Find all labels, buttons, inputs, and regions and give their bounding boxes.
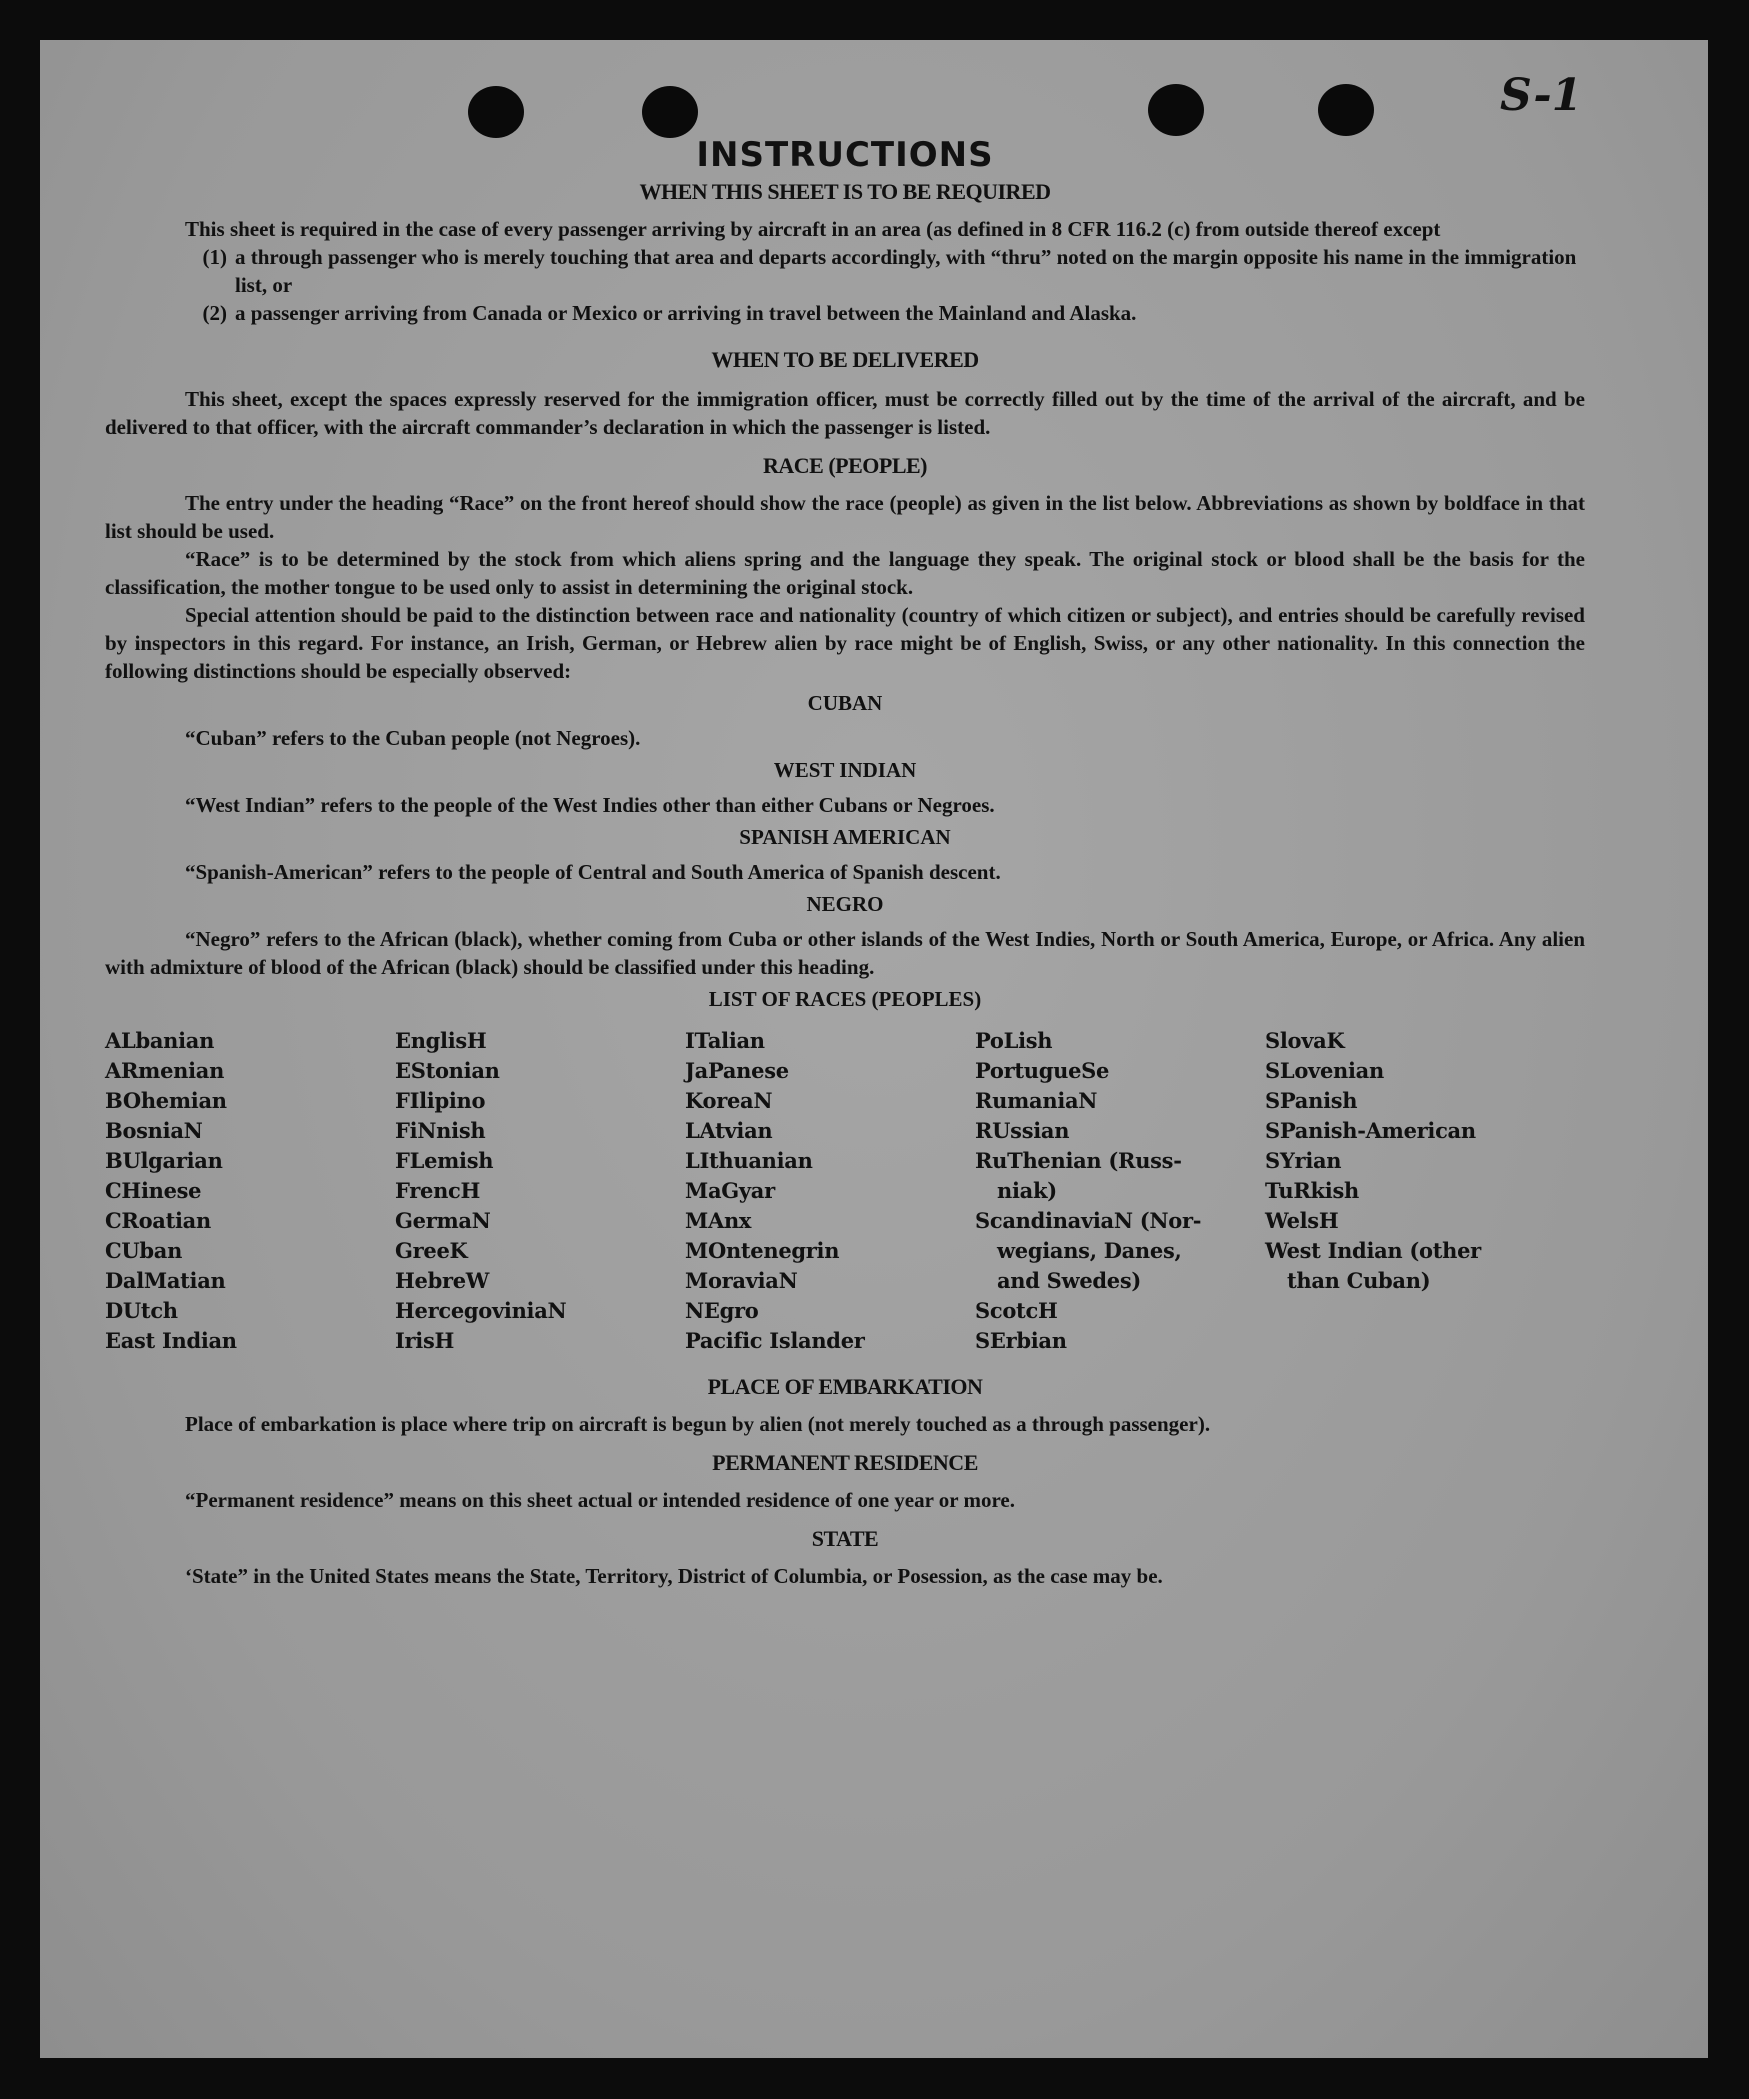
page-title: INSTRUCTIONS bbox=[696, 135, 994, 175]
race-entry: LAtvian bbox=[685, 1118, 773, 1143]
when-delivered-paragraph: This sheet, except the spaces expressly reserved for the immigration officer, must be correctly filled out by the time of the arrival of the aircraft, and be delivered to that officer, with the aircraft commander’s declaration in which the passenger is listed. bbox=[105, 387, 1585, 439]
race-entry: BOhemian bbox=[105, 1088, 227, 1113]
corner-mark: S-1 bbox=[1500, 70, 1583, 121]
state-paragraph: ‘State” in the United States means the State, Territory, District of Columbia, or Posession, as the case may be. bbox=[185, 1564, 1163, 1588]
race-entry: wegians, Danes, bbox=[997, 1238, 1182, 1263]
race-entry: EStonian bbox=[395, 1058, 500, 1083]
race-entry: ScotcH bbox=[975, 1298, 1058, 1323]
race-entry: SlovaK bbox=[1265, 1028, 1345, 1053]
exception-item bbox=[105, 299, 1585, 327]
section-heading-state: STATE bbox=[811, 1526, 879, 1551]
race-entry: HercegoviniaN bbox=[395, 1298, 567, 1323]
exception-item bbox=[105, 243, 1585, 299]
race-entry: PoLish bbox=[975, 1028, 1053, 1053]
section-heading-west-indian: WEST INDIAN bbox=[773, 758, 917, 782]
race-entry: SErbian bbox=[975, 1328, 1067, 1353]
cuban-paragraph: “Cuban” refers to the Cuban people (not Negroes). bbox=[185, 726, 641, 750]
section-heading-negro: NEGRO bbox=[806, 892, 884, 916]
section-heading-residence: PERMANENT RESIDENCE bbox=[712, 1450, 978, 1475]
race-entry: SPanish-American bbox=[1265, 1118, 1476, 1143]
race-entry: BosniaN bbox=[105, 1118, 203, 1143]
item-number: (2) bbox=[202, 301, 227, 325]
race-entry: MoraviaN bbox=[685, 1268, 798, 1293]
race-entry: CHinese bbox=[105, 1178, 202, 1203]
residence-paragraph: “Permanent residence” means on this sheet actual or intended residence of one year or more. bbox=[185, 1488, 1015, 1512]
race-entry: GermaN bbox=[395, 1208, 491, 1233]
item-text: a through passenger who is merely touching that area and departs accordingly, with “thru” noted on the margin opposite his name in the immigration list, or bbox=[235, 245, 1577, 297]
race-entry: FiNnish bbox=[395, 1118, 486, 1143]
race-entry: WelsH bbox=[1265, 1208, 1339, 1233]
item-text: a passenger arriving from Canada or Mexico or arriving in travel between the Mainland and Alaska. bbox=[235, 301, 1137, 325]
race-entry: SPanish bbox=[1265, 1088, 1358, 1113]
race-entry: RumaniaN bbox=[975, 1088, 1098, 1113]
west-indian-paragraph: “West Indian” refers to the people of the West Indies other than either Cubans or Negroes. bbox=[185, 793, 995, 817]
race-entry: than Cuban) bbox=[1287, 1268, 1431, 1293]
race-entry: MAnx bbox=[685, 1208, 752, 1233]
race-entry: CRoatian bbox=[105, 1208, 211, 1233]
race-paragraph: “Race” is to be determined by the stock from which aliens spring and the language they speak. The original stock or blood shall be the basis for the classification, the mother tongue to be used only to assist in determining the original stock. bbox=[105, 547, 1585, 599]
races-column bbox=[685, 1026, 975, 1356]
race-entry: GreeK bbox=[395, 1238, 468, 1263]
section-heading-list-of-races: LIST OF RACES (PEOPLES) bbox=[708, 987, 982, 1011]
race-entry: niak) bbox=[997, 1178, 1057, 1203]
embarkation-paragraph: Place of embarkation is place where trip on aircraft is begun by alien (not merely touched as a through passenger). bbox=[185, 1412, 1211, 1436]
negro-paragraph: “Negro” refers to the African (black), whether coming from Cuba or other islands of the West Indies, North or South America, Europe, or Africa. Any alien with admixture of blood of the African (black) should be classified under this heading. bbox=[105, 927, 1585, 979]
race-entry: ITalian bbox=[685, 1028, 765, 1053]
race-entry: FLemish bbox=[395, 1148, 494, 1173]
race-entry: MOntenegrin bbox=[685, 1238, 840, 1263]
section-heading-when-delivered: WHEN TO BE DELIVERED bbox=[711, 347, 979, 372]
race-entry: NEgro bbox=[685, 1298, 759, 1323]
race-entry: Pacific Islander bbox=[685, 1328, 865, 1353]
spanish-american-paragraph: “Spanish-American” refers to the people of Central and South America of Spanish descent. bbox=[185, 860, 1001, 884]
race-paragraph: The entry under the heading “Race” on the front hereof should show the race (people) as given in the list below. Abbreviations as shown by boldface in that list should be used. bbox=[105, 491, 1585, 543]
section-heading-when-required: WHEN THIS SHEET IS TO BE REQUIRED bbox=[639, 179, 1051, 204]
instructions-content bbox=[105, 135, 1585, 1590]
race-entry: SYrian bbox=[1265, 1148, 1342, 1173]
race-entry: CUban bbox=[105, 1238, 183, 1263]
race-entry: DalMatian bbox=[105, 1268, 226, 1293]
race-entry: West Indian (other bbox=[1265, 1238, 1481, 1263]
races-column bbox=[395, 1026, 685, 1356]
race-entry: MaGyar bbox=[685, 1178, 775, 1203]
race-entry: RUssian bbox=[975, 1118, 1070, 1143]
section-heading-embarkation: PLACE OF EMBARKATION bbox=[707, 1374, 983, 1399]
punch-hole bbox=[468, 86, 524, 138]
race-entry: ALbanian bbox=[105, 1028, 215, 1053]
race-entry: East Indian bbox=[105, 1328, 237, 1353]
race-entry: KoreaN bbox=[685, 1088, 773, 1113]
race-paragraph: Special attention should be paid to the distinction between race and nationality (country of which citizen or subject), and entries should be carefully revised by inspectors in this regard. For instance, an Irish, German, or Hebrew alien by race might be of English, Swiss, or any other nationality. In this connection the following distinctions should be especially observed: bbox=[105, 603, 1585, 683]
race-entry: HebreW bbox=[395, 1268, 490, 1293]
race-entry: ScandinaviaN (Nor- bbox=[975, 1208, 1202, 1233]
race-entry: PortugueSe bbox=[975, 1058, 1110, 1083]
race-entry: FIlipino bbox=[395, 1088, 486, 1113]
section-heading-race: RACE (PEOPLE) bbox=[763, 453, 927, 478]
punch-hole bbox=[1318, 84, 1374, 136]
when-required-paragraph: This sheet is required in the case of every passenger arriving by aircraft in an area (as defined in 8 CFR 116.2 (c) from outside thereof except bbox=[185, 217, 1441, 241]
races-list bbox=[105, 1026, 1585, 1356]
race-entry: and Swedes) bbox=[997, 1268, 1141, 1293]
section-heading-spanish-american: SPANISH AMERICAN bbox=[739, 825, 951, 849]
race-entry: EnglisH bbox=[395, 1028, 487, 1053]
item-number: (1) bbox=[202, 245, 227, 269]
race-entry: BUlgarian bbox=[105, 1148, 223, 1173]
punch-hole bbox=[1148, 84, 1204, 136]
section-heading-cuban: CUBAN bbox=[807, 691, 883, 715]
race-entry: ARmenian bbox=[105, 1058, 225, 1083]
race-entry: FrencH bbox=[395, 1178, 481, 1203]
race-entry: DUtch bbox=[105, 1298, 178, 1323]
race-entry: JaPanese bbox=[685, 1058, 789, 1083]
races-column bbox=[975, 1026, 1265, 1356]
race-entry: RuThenian (Russ- bbox=[975, 1148, 1182, 1173]
punch-hole bbox=[642, 86, 698, 138]
races-column bbox=[1265, 1026, 1565, 1356]
race-entry: TuRkish bbox=[1265, 1178, 1359, 1203]
races-column bbox=[105, 1026, 395, 1356]
race-entry: SLovenian bbox=[1265, 1058, 1384, 1083]
race-entry: LIthuanian bbox=[685, 1148, 813, 1173]
race-entry: IrisH bbox=[395, 1328, 455, 1353]
